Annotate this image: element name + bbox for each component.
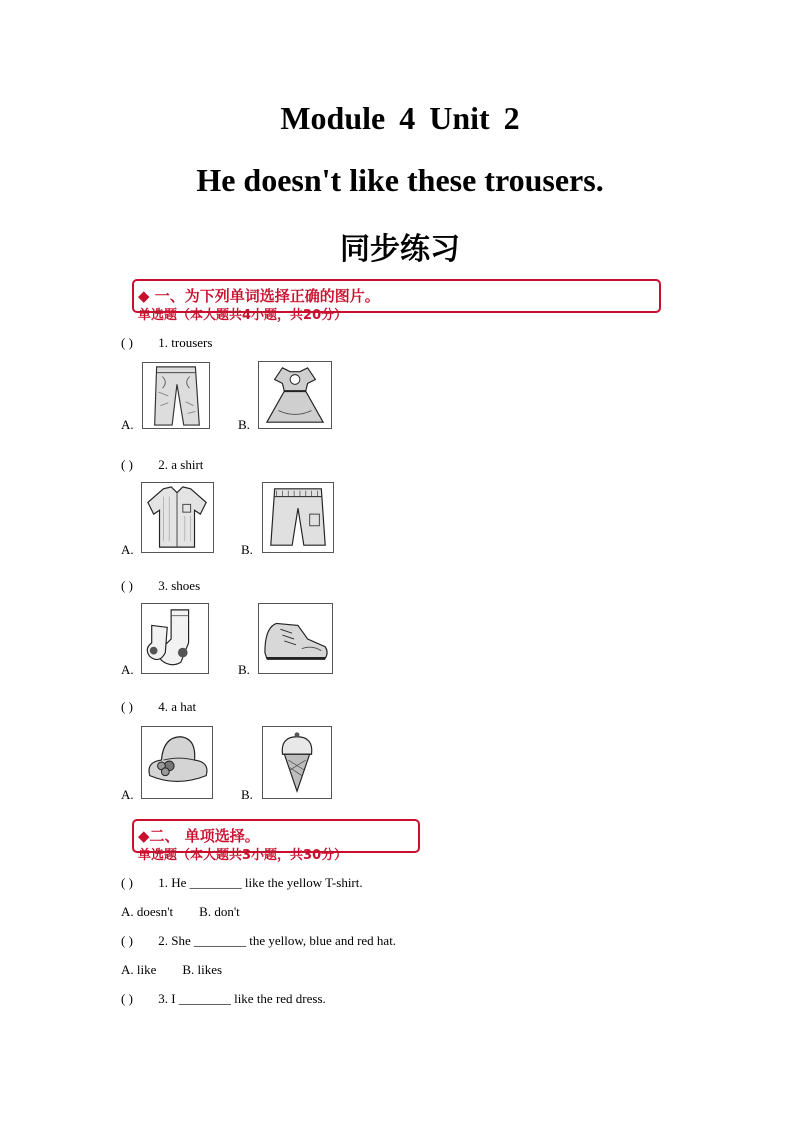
section-1-header bbox=[132, 279, 661, 323]
question-2-3 bbox=[121, 991, 326, 1007]
question-text: 1. trousers bbox=[158, 335, 213, 350]
option-a-label: A. bbox=[121, 542, 134, 557]
question-text: 2. She ________ the yellow, blue and red hat. bbox=[158, 933, 397, 948]
question-1-2 bbox=[121, 457, 203, 473]
socks-icon[interactable] bbox=[141, 603, 209, 674]
question-text: 4. a hat bbox=[158, 699, 197, 714]
jeans-icon[interactable] bbox=[142, 362, 210, 429]
shirt-icon[interactable] bbox=[141, 482, 214, 553]
option-a-label: A. bbox=[121, 787, 134, 802]
ice-cream-icon[interactable] bbox=[262, 726, 332, 799]
option-b-label: B. bbox=[241, 787, 253, 802]
section-1-title: ◆ 一、为下列单词选择正确的图片。 bbox=[138, 287, 380, 305]
section-2-header bbox=[132, 819, 420, 863]
answer-blank[interactable]: ( ) bbox=[121, 335, 133, 350]
sneaker-icon[interactable] bbox=[258, 603, 333, 674]
option-a-label: A. bbox=[121, 662, 134, 677]
hat-icon[interactable] bbox=[141, 726, 213, 799]
answer-blank[interactable]: ( ) bbox=[121, 457, 133, 472]
options-row bbox=[121, 962, 222, 978]
answer-blank[interactable]: ( ) bbox=[121, 933, 133, 948]
question-1-1 bbox=[121, 335, 212, 351]
option-b[interactable]: B. don't bbox=[199, 904, 240, 919]
dress-icon[interactable] bbox=[258, 361, 332, 429]
section-1-subtitle: 单选题（本大题共4小题，共20分） bbox=[138, 308, 348, 323]
question-text: 2. a shirt bbox=[158, 457, 204, 472]
question-2-1 bbox=[121, 875, 363, 891]
option-a[interactable]: A. like bbox=[121, 962, 157, 977]
question-1-3 bbox=[121, 578, 200, 594]
answer-blank[interactable]: ( ) bbox=[121, 699, 133, 714]
options-row bbox=[121, 904, 240, 920]
option-a[interactable]: A. doesn't bbox=[121, 904, 174, 919]
answer-blank[interactable]: ( ) bbox=[121, 578, 133, 593]
option-b-label: B. bbox=[238, 662, 250, 677]
answer-blank[interactable]: ( ) bbox=[121, 991, 133, 1006]
answer-blank[interactable]: ( ) bbox=[121, 875, 133, 890]
lesson-title: He doesn't like these trousers. bbox=[196, 162, 604, 198]
question-text: 3. shoes bbox=[158, 578, 201, 593]
option-b[interactable]: B. likes bbox=[182, 962, 223, 977]
option-b-label: B. bbox=[238, 417, 250, 432]
question-2-2 bbox=[121, 933, 396, 949]
exercise-title: 同步练习 bbox=[340, 232, 460, 267]
option-a-label: A. bbox=[121, 417, 134, 432]
module-title: Module 4 Unit 2 bbox=[280, 100, 520, 136]
question-1-4 bbox=[121, 699, 196, 715]
option-b-label: B. bbox=[241, 542, 253, 557]
question-text: 3. I ________ like the red dress. bbox=[158, 991, 326, 1006]
section-2-title: ◆二、 单项选择。 bbox=[138, 827, 260, 845]
section-2-subtitle: 单选题（本大题共3小题，共30分） bbox=[138, 848, 348, 863]
question-text: 1. He ________ like the yellow T-shirt. bbox=[158, 875, 363, 890]
shorts-icon[interactable] bbox=[262, 482, 334, 553]
